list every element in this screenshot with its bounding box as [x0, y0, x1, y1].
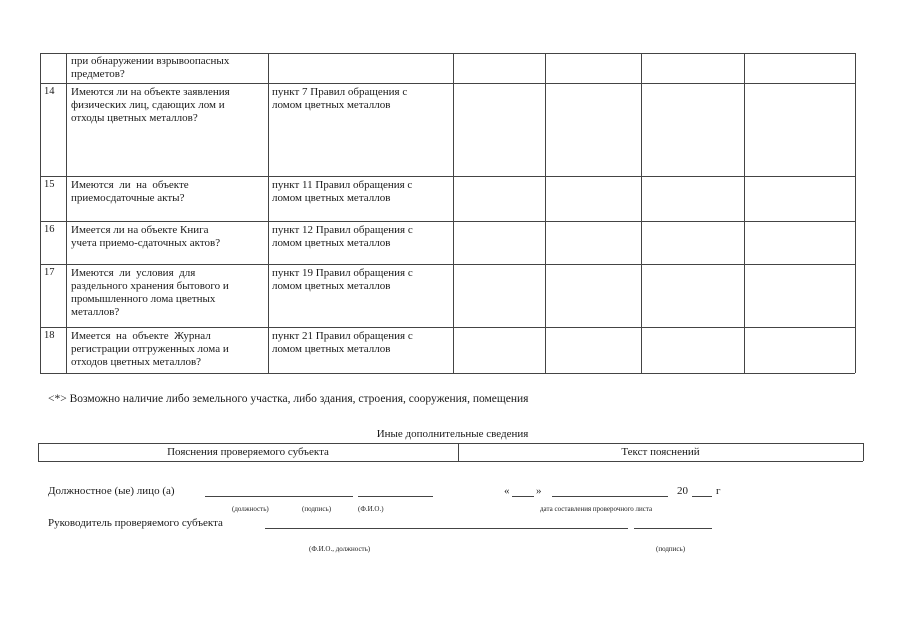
column-divider	[66, 53, 67, 373]
row-divider	[40, 83, 855, 84]
caption-position: (должность)	[232, 505, 269, 513]
table-cell-requirement	[272, 179, 412, 205]
year-line[interactable]	[692, 496, 712, 497]
row-number: 17	[44, 267, 55, 278]
head-fio-line[interactable]	[265, 528, 628, 529]
requirement-line: ломом цветных металлов	[272, 192, 391, 204]
requirement-line: пункт 21 Правил обращения с	[272, 330, 413, 342]
table-cell-question	[71, 224, 220, 250]
question-line: физических лиц, сдающих лом и	[71, 99, 225, 111]
row-divider	[40, 221, 855, 222]
question-line: Имеются ли на объекте	[71, 179, 189, 191]
column-divider	[40, 53, 41, 373]
official-position-line[interactable]	[205, 496, 353, 497]
row-number: 16	[44, 224, 55, 235]
table-cell-requirement	[272, 330, 413, 356]
requirement-line: ломом цветных металлов	[272, 237, 391, 249]
question-line: Имеется на объекте Журнал	[71, 330, 211, 342]
table-cell-question	[71, 55, 229, 81]
row-divider	[40, 264, 855, 265]
question-line: регистрации отгруженных лома и	[71, 343, 229, 355]
additional-info-title	[0, 428, 905, 440]
question-line: приемосдаточные акты?	[71, 192, 185, 204]
additional-info-border-bottom	[38, 461, 863, 462]
question-line: промышленного лома цветных	[71, 293, 216, 305]
question-line: раздельного хранения бытового и	[71, 280, 229, 292]
column-divider	[641, 53, 642, 373]
additional-info-col2: Текст пояснений	[621, 446, 700, 458]
question-line: Имеются ли на объекте заявления	[71, 86, 230, 98]
requirement-line: пункт 7 Правил обращения с	[272, 86, 408, 98]
table-border-right	[855, 53, 856, 373]
table-border-top	[40, 53, 855, 54]
table-cell-requirement	[272, 224, 413, 250]
requirement-line: ломом цветных металлов	[272, 343, 391, 355]
row-divider	[40, 176, 855, 177]
caption-head-fio: (Ф.И.О., должность)	[309, 545, 371, 553]
row-divider	[40, 327, 855, 328]
table-cell-question	[71, 267, 229, 319]
year-suffix: г	[716, 485, 721, 497]
head-label: Руководитель проверяемого субъекта	[48, 517, 223, 529]
row-number: 14	[44, 86, 55, 97]
quote-open: «	[504, 485, 510, 497]
month-line[interactable]	[552, 496, 668, 497]
question-line: отходы цветных металлов?	[71, 112, 198, 124]
caption-signature: (подпись)	[302, 505, 332, 513]
additional-info-title-text: Иные дополнительные сведения	[376, 428, 529, 440]
row-number: 15	[44, 179, 55, 190]
column-divider	[268, 53, 269, 373]
question-line: при обнаружении взрывоопасных	[71, 55, 230, 67]
requirement-line: пункт 19 Правил обращения с	[272, 267, 413, 279]
quote-close: »	[536, 485, 542, 497]
question-line: Имеются ли условия для	[71, 267, 196, 279]
row-number: 18	[44, 330, 55, 341]
head-sign-line[interactable]	[634, 528, 712, 529]
footnote: <*> Возможно наличие либо земельного участка, либо здания, строения, сооружения, помещения	[48, 393, 529, 405]
table-cell-question	[71, 86, 230, 125]
additional-info-border-right	[863, 443, 864, 461]
column-divider	[545, 53, 546, 373]
question-line: отходов цветных металлов?	[71, 356, 202, 368]
question-line: предметов?	[71, 68, 125, 80]
requirement-line: пункт 11 Правил обращения с	[272, 179, 413, 191]
requirement-line: пункт 12 Правил обращения с	[272, 224, 413, 236]
caption-head-sign: (подпись)	[656, 545, 686, 553]
caption-fio: (Ф.И.О.)	[358, 505, 384, 513]
official-fio-line[interactable]	[358, 496, 433, 497]
requirement-line: ломом цветных металлов	[272, 99, 391, 111]
requirement-line: ломом цветных металлов	[272, 280, 391, 292]
table-border-bottom	[40, 373, 855, 374]
column-divider	[453, 53, 454, 373]
official-label: Должностное (ые) лицо (а)	[48, 485, 175, 497]
table-cell-requirement	[272, 86, 407, 112]
additional-info-border-top	[38, 443, 863, 444]
caption-date: дата составления проверочного листа	[540, 505, 653, 513]
question-line: Имеется ли на объекте Книга	[71, 224, 209, 236]
question-line: учета приемо-сдаточных актов?	[71, 237, 221, 249]
year-prefix: 20	[677, 485, 688, 497]
question-line: металлов?	[71, 306, 120, 318]
table-cell-question	[71, 179, 189, 205]
additional-info-col1: Пояснения проверяемого субъекта	[167, 446, 329, 458]
table-cell-question	[71, 330, 229, 369]
day-line[interactable]	[512, 496, 534, 497]
column-divider	[744, 53, 745, 373]
table-cell-requirement	[272, 267, 413, 293]
